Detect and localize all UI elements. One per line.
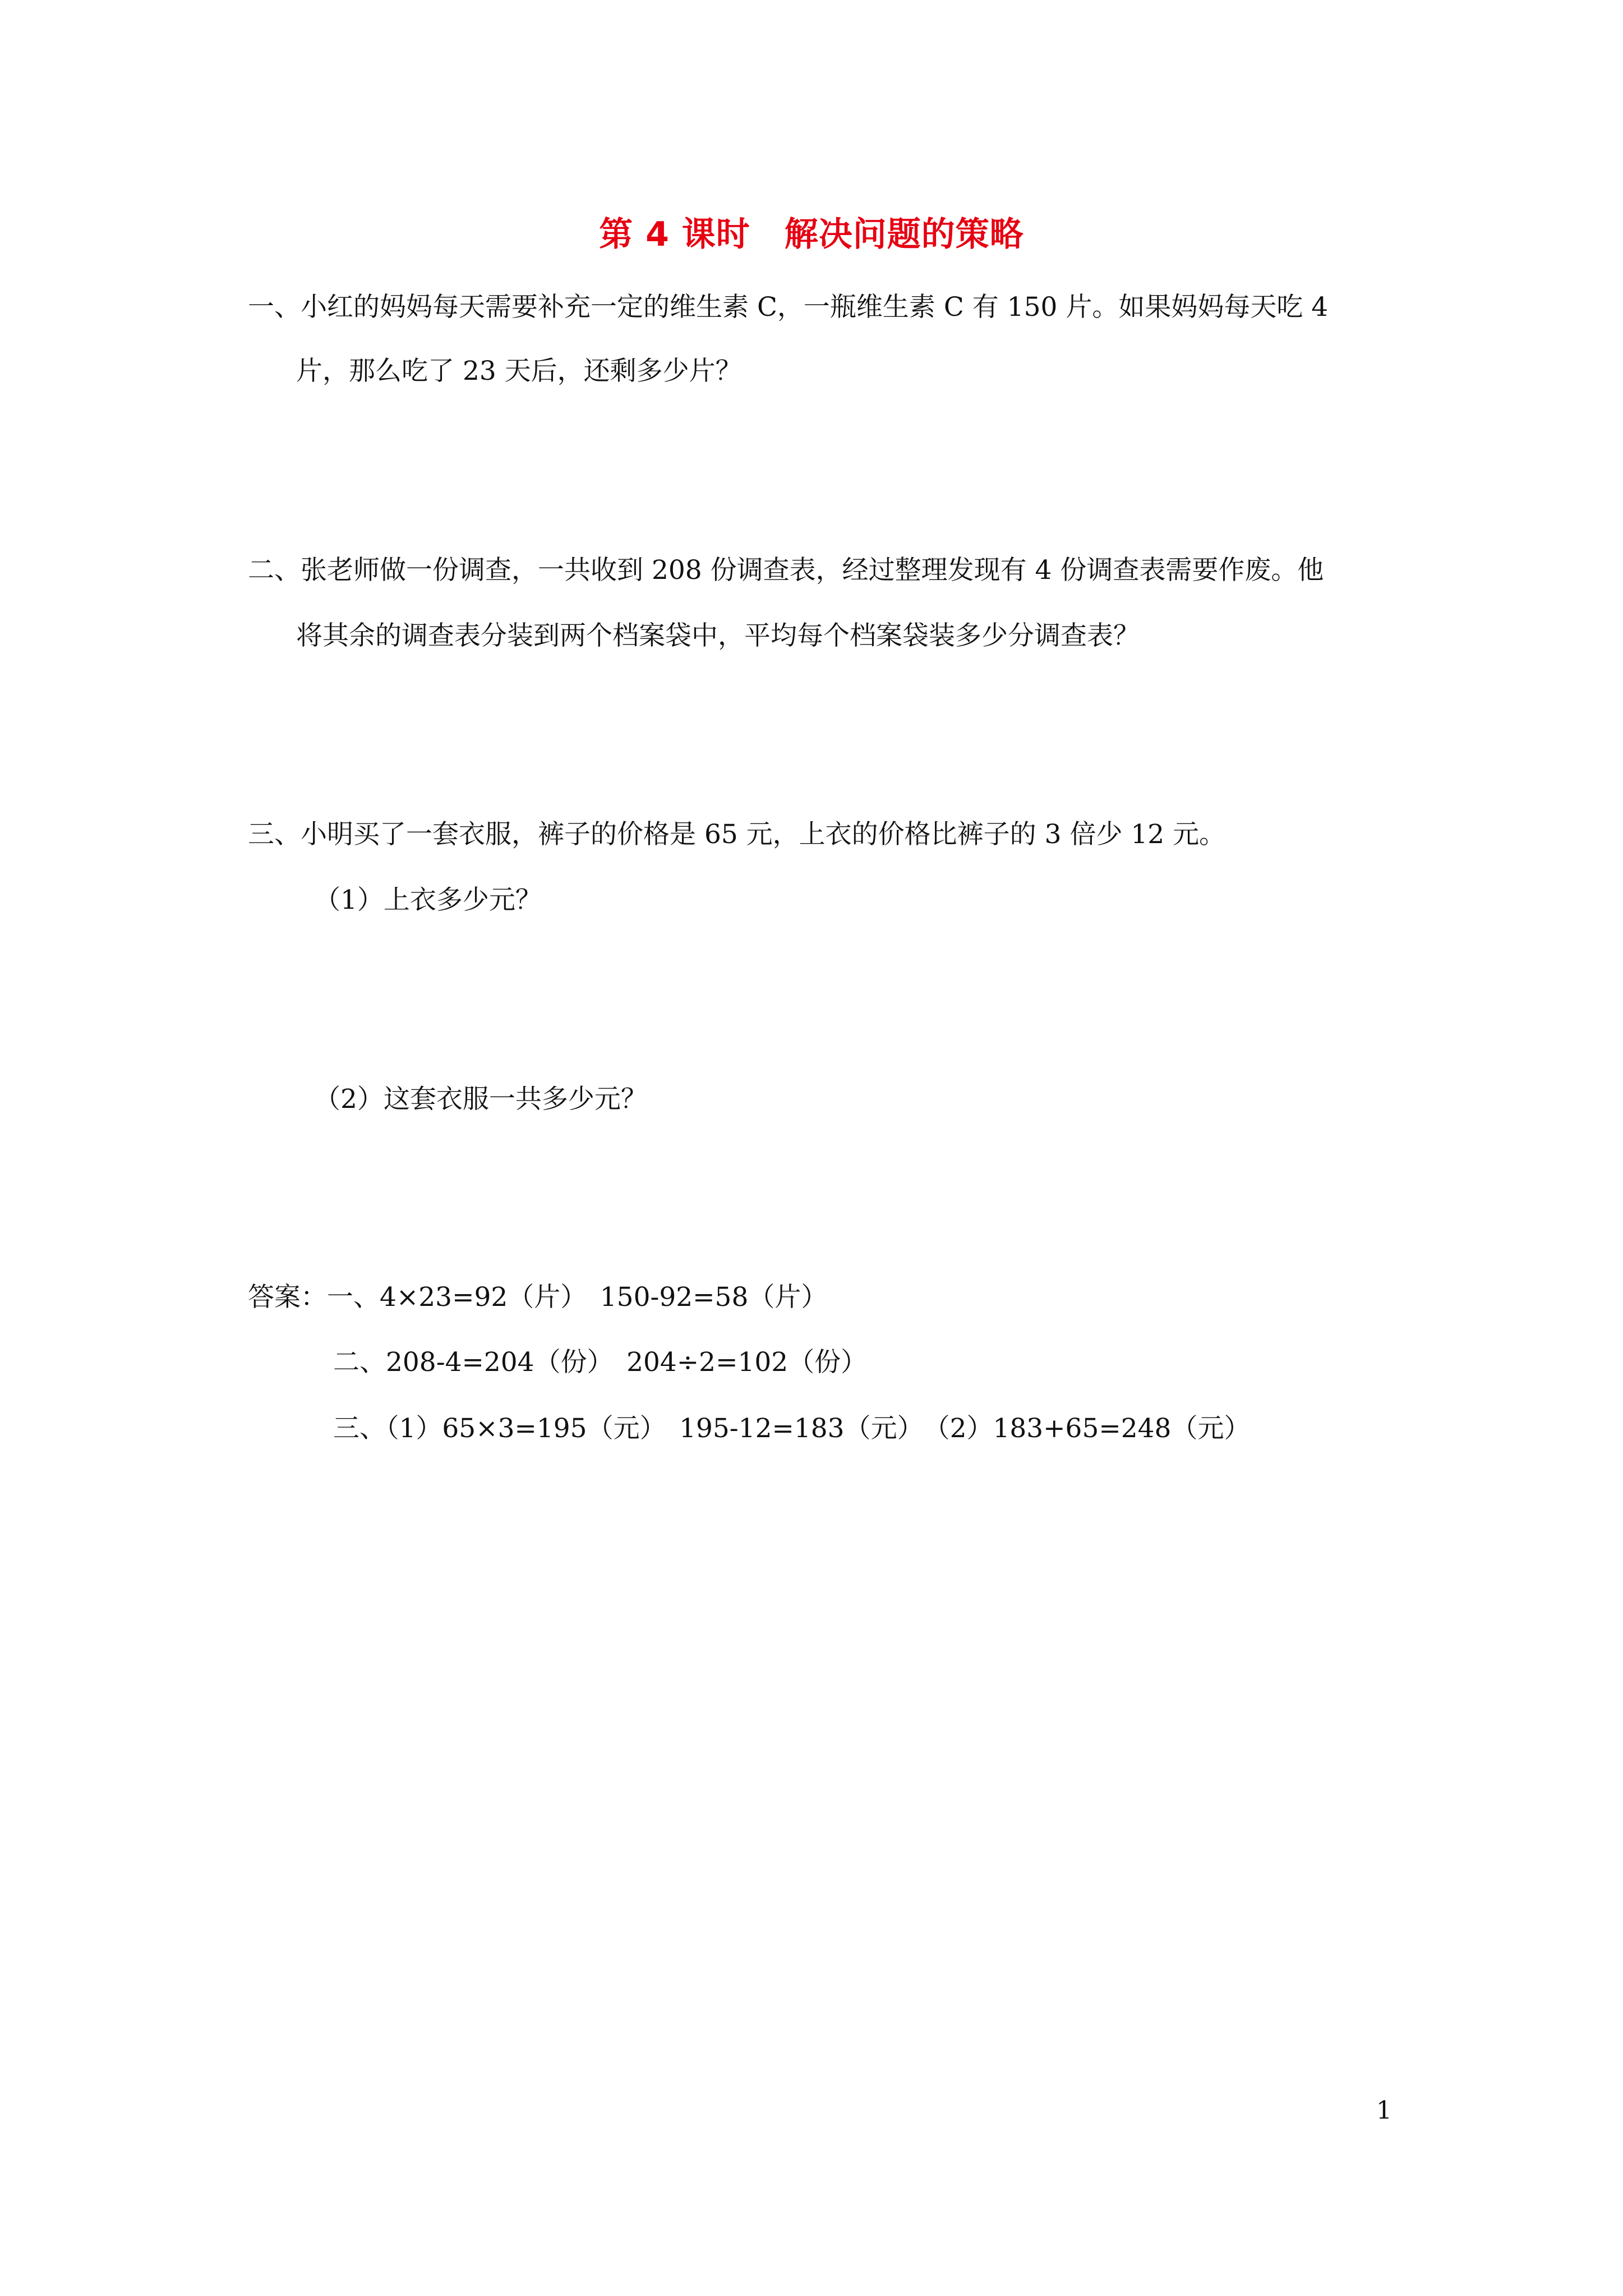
question-3-sub-2: （2）这套衣服一共多少元？ — [314, 1084, 647, 1115]
question-3-line-1: 三、小明买了一套衣服，裤子的价格是 65 元，上衣的价格比裤子的 3 倍少 12 元。 — [248, 819, 1226, 850]
question-2-line-1: 二、张老师做一份调查，一共收到 208 份调查表，经过整理发现有 4 份调查表需要作废。他 — [248, 555, 1324, 586]
page-title: 第 4 课时 解决问题的策略 — [599, 215, 1024, 254]
answer-line-1: 答案：一、4×23=92（片） 150-92=58（片） — [248, 1282, 828, 1313]
question-3-sub-1: （1）上衣多少元？ — [314, 885, 542, 915]
question-1-line-2: 片，那么吃了 23 天后，还剩多少片？ — [296, 356, 742, 386]
answer-line-2: 二、208-4=204（份） 204÷2=102（份） — [333, 1347, 868, 1378]
page-number: 1 — [1376, 2096, 1392, 2125]
answer-line-3: 三、（1）65×3=195（元） 195-12=183（元） （2）183+65=248（元） — [333, 1413, 1251, 1444]
question-2-line-2: 将其余的调查表分装到两个档案袋中，平均每个档案袋装多少分调查表？ — [296, 620, 1140, 651]
question-1-line-1: 一、小红的妈妈每天需要补充一定的维生素 C，一瓶维生素 C 有 150 片。如果妈妈每天吃 4 — [248, 292, 1329, 323]
